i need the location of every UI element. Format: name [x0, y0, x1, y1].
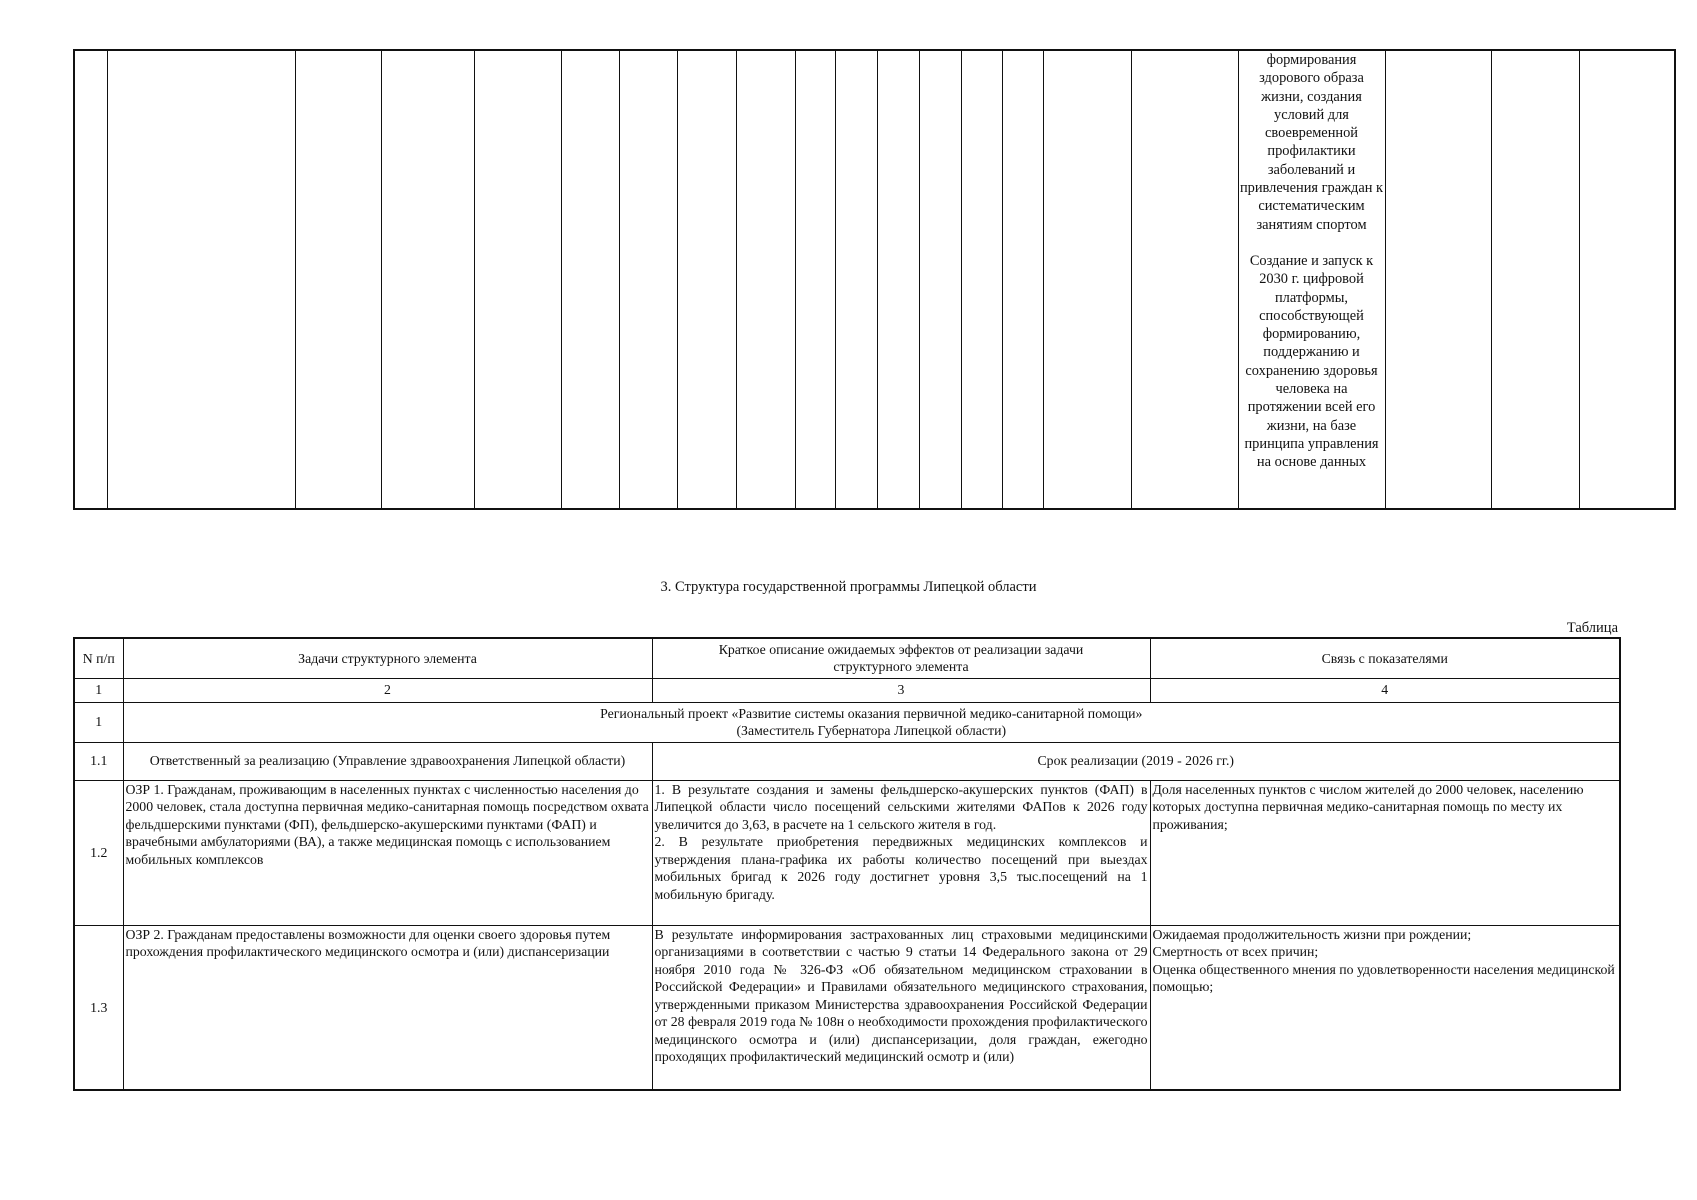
empty-cell: [107, 50, 295, 509]
header-row: [74, 638, 1620, 678]
header-link: Связь с показателями: [1150, 638, 1620, 678]
empty-cell: [1043, 50, 1131, 509]
task-cell: ОЗР 2. Гражданам предоставлены возможности для оценки своего здоровья путем прохождения профилактического медицинского осмотра и (или) диспансеризации: [123, 925, 652, 1090]
empty-cell: [1491, 50, 1579, 509]
project-title: Региональный проект «Развитие системы оказания первичной медико-санитарной помощи»: [600, 705, 1143, 721]
empty-cell: [295, 50, 381, 509]
goal-description-cell: [1238, 50, 1385, 509]
empty-cell: [961, 50, 1002, 509]
empty-cell: [1385, 50, 1491, 509]
section-title: 3. Структура государственной программы Липецкой области: [660, 579, 1037, 595]
task-cell: ОЗР 1. Гражданам, проживающим в населенных пунктах с численностью населения до 2000 человек, стала доступна первичная медико-санитарная помощь посредством охвата фельдшерскими пунктами (ФП), фельдшерско-акушерскими пунктами (ФАП) и врачебными амбулаториями (ВА), а также медицинская помощь с использованием мобильных комплексов: [123, 780, 652, 925]
column-number: 3: [652, 678, 1150, 702]
effect-paragraph: 2. В результате приобретения передвижных медицинских комплексов и утверждения плана-графика их работы количество посещений при выездах мобильных бригад к 2026 году достигнет уровня 3,5 тыс.посещений на 1 мобильную бригаду.: [654, 834, 1148, 902]
goal-paragraph-1: формирования здорового образа жизни, создания условий для своевременной профилактики заболеваний и привлечения граждан к систематическим занятиям спортом: [1239, 52, 1384, 233]
responsible-row: [74, 742, 1620, 780]
task-row: [74, 925, 1620, 1090]
continuation-table: [73, 49, 1676, 510]
link-cell: [1150, 780, 1620, 925]
empty-cell: [919, 50, 961, 509]
empty-cell: [736, 50, 795, 509]
project-num: 1: [74, 702, 123, 742]
row-num: 1.2: [74, 780, 123, 925]
header-effects: Краткое описание ожидаемых эффектов от реализации задачи структурного элемента: [652, 638, 1150, 678]
empty-cell: [1131, 50, 1238, 509]
table-label: Таблица: [1566, 620, 1618, 636]
structure-table: [73, 637, 1621, 1091]
empty-cell: [835, 50, 877, 509]
project-title-cell: [123, 702, 1620, 742]
column-number: 2: [123, 678, 652, 702]
effect-paragraph: 1. В результате создания и замены фельдшерско-акушерских пунктов (ФАП) в Липецкой области число посещений сельскими жителями ФАПов к 2026 году увеличится до 3,63, в расчете на 1 сельского жителя в год.: [654, 781, 1148, 832]
indicator-item: Смертность от всех причин;: [1152, 944, 1319, 959]
empty-cell: [619, 50, 677, 509]
empty-cell: [474, 50, 561, 509]
empty-cell: [1002, 50, 1043, 509]
project-row: [74, 702, 1620, 742]
header-tasks: Задачи структурного элемента: [123, 638, 652, 678]
column-number: 4: [1150, 678, 1620, 702]
effect-cell: [652, 925, 1150, 1090]
task-row: [74, 780, 1620, 925]
row-num: 1.1: [74, 742, 123, 780]
row-num: 1.3: [74, 925, 123, 1090]
indicator-item: Доля населенных пунктов с числом жителей до 2000 человек, населению которых доступна первичная медико-санитарная помощь по месту их проживания;: [1152, 781, 1584, 832]
empty-cell: [795, 50, 835, 509]
goal-paragraph-2: Создание и запуск к 2030 г. цифровой платформы, способствующей формированию, поддержанию и сохранению здоровья человека на протяжении всей его жизни, на базе принципа управления на основе данных: [1244, 252, 1379, 471]
empty-cell: [677, 50, 736, 509]
continuation-row: [74, 50, 1675, 509]
column-number-row: [74, 678, 1620, 702]
column-number: 1: [74, 678, 123, 702]
effect-text-clip: [655, 926, 1148, 1088]
link-cell: [1150, 925, 1620, 1090]
empty-cell: [74, 50, 107, 509]
indicator-item: Оценка общественного мнения по удовлетворенности населения медицинской помощью;: [1152, 961, 1615, 994]
header-num: N п/п: [74, 638, 123, 678]
responsible-cell: Ответственный за реализацию (Управление здравоохранения Липецкой области): [123, 742, 652, 780]
indicator-item: Ожидаемая продолжительность жизни при рождении;: [1152, 926, 1472, 942]
term-cell: Срок реализации (2019 - 2026 гг.): [652, 742, 1620, 780]
effect-cell: [652, 780, 1150, 925]
empty-cell: [381, 50, 474, 509]
effect-paragraph: В результате информирования застрахованных лиц страховыми медицинскими организациями в соответствии с частью 9 статьи 14 Федерального закона от 29 ноября 2010 года № 326-ФЗ «Об обязательном медицинском страховании в Российской Федерации» и Правилами обязательного медицинского страхования, утвержденными приказом Министерства здравоохранения Российской Федерации от 28 февраля 2019 года № 108н о необходимости прохождения профилактического медицинского осмотра и (или) диспансеризации, доля граждан, ежегодно проходящих профилактический медицинский осмотр и (или): [654, 926, 1148, 1064]
empty-cell: [877, 50, 919, 509]
project-subtitle: (Заместитель Губернатора Липецкой области): [736, 723, 1007, 738]
empty-cell: [1579, 50, 1675, 509]
empty-cell: [561, 50, 619, 509]
